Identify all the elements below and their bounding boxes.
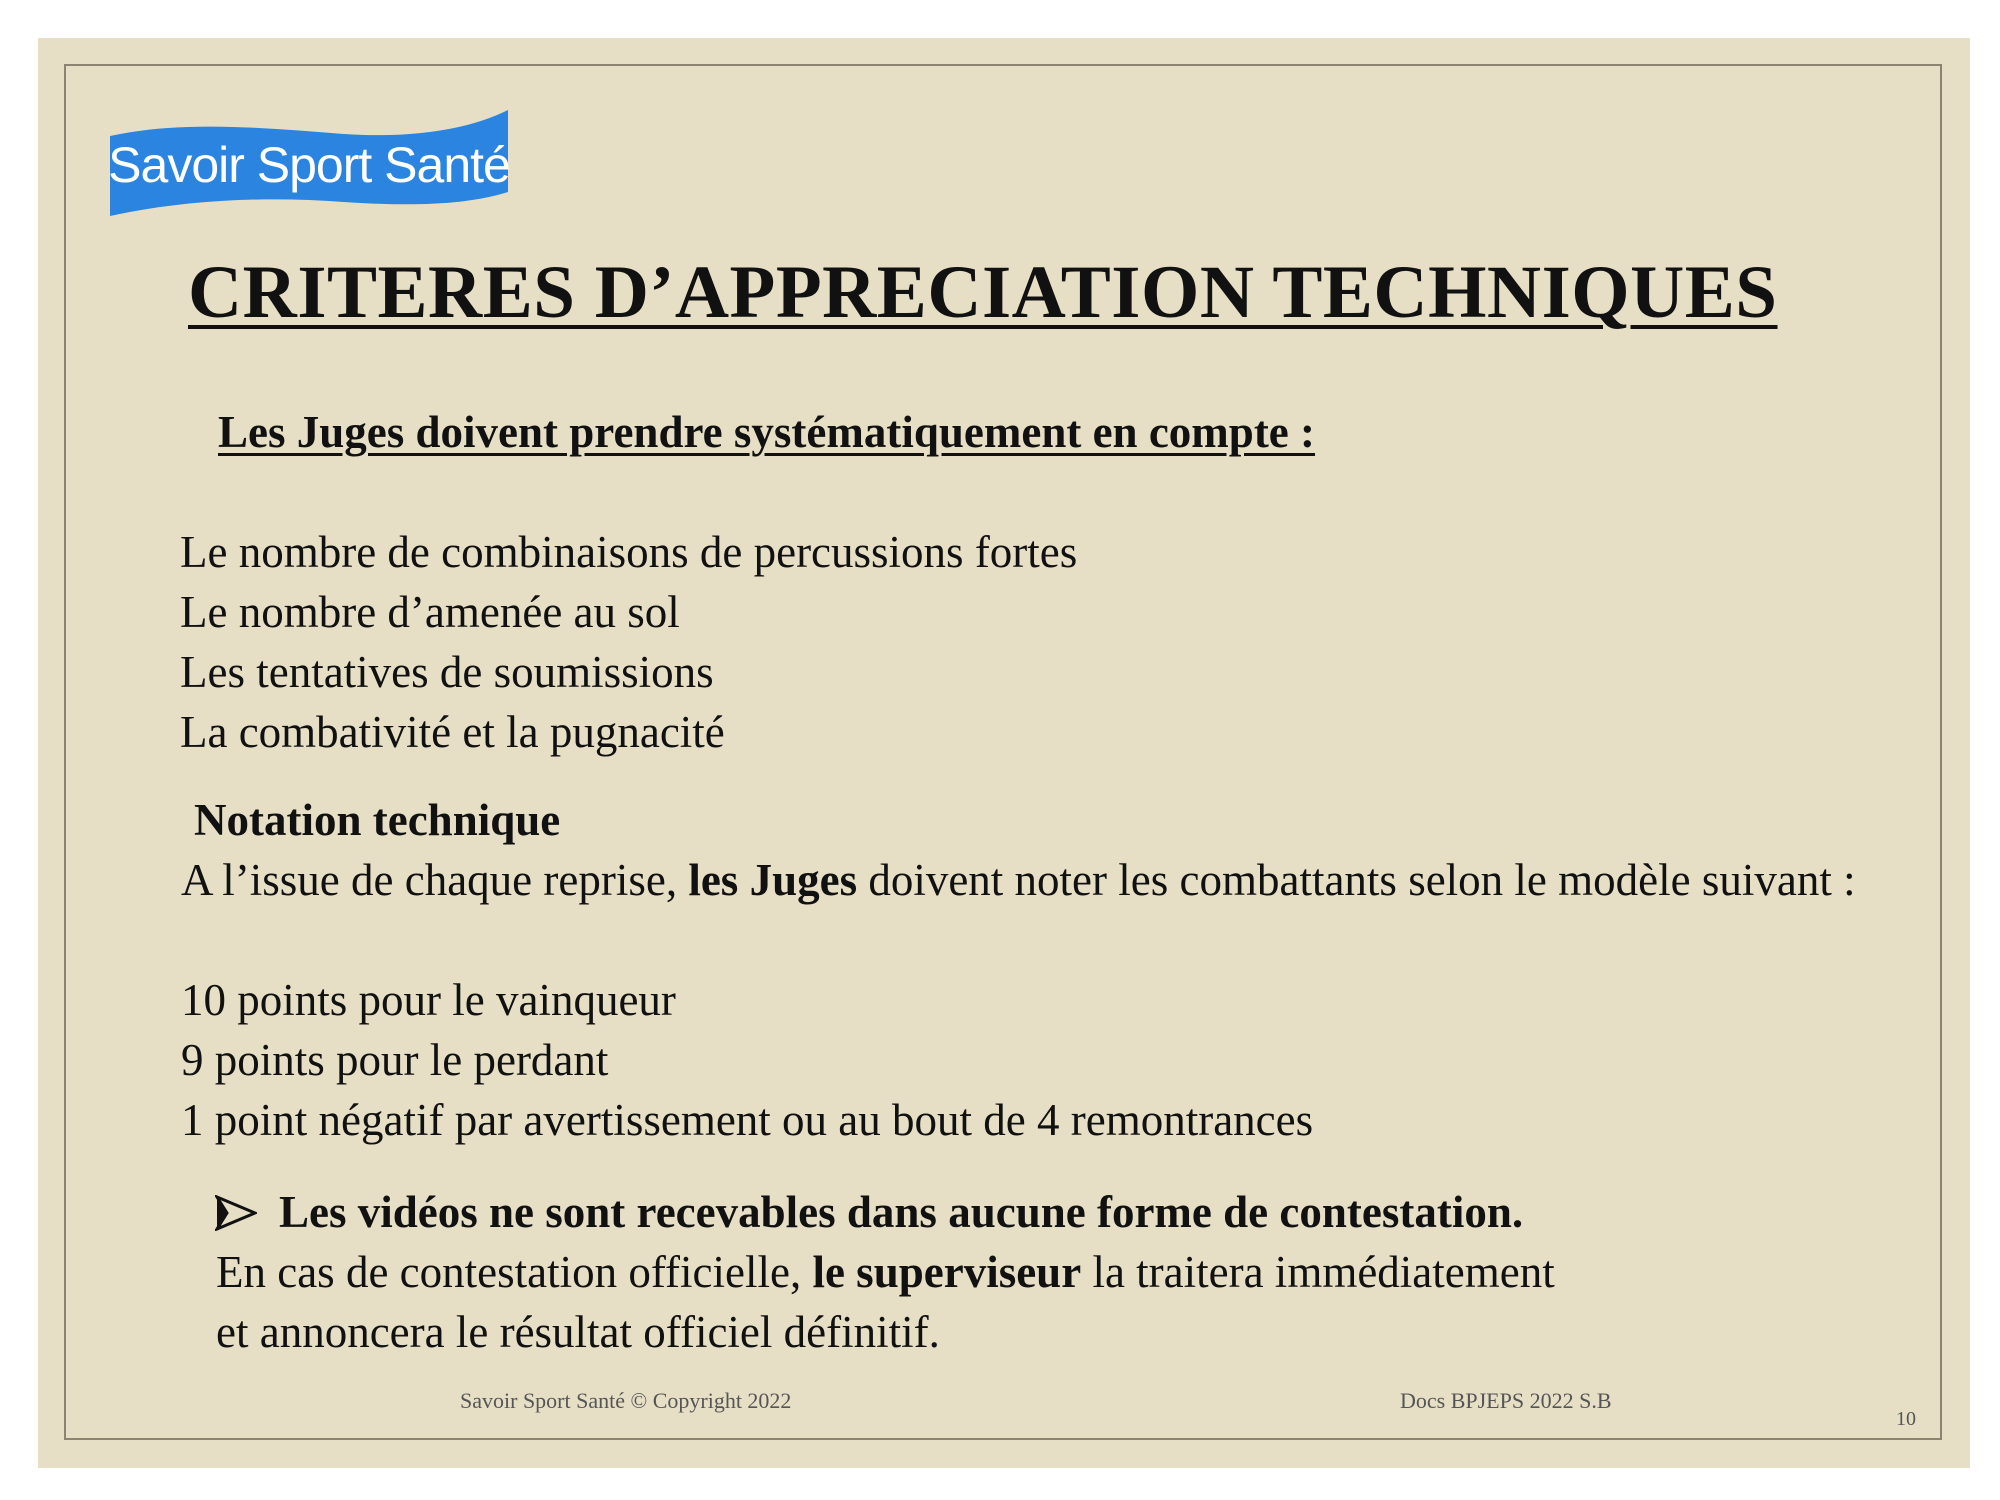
video-statement	[215, 1182, 1523, 1242]
points-item: 1 point négatif par avertissement ou au bout de 4 remontrances	[181, 1095, 1314, 1145]
page-title: CRITERES D’APPRECIATION TECHNIQUES	[188, 251, 1778, 334]
contest-line-1-before: En cas de contestation officielle,	[216, 1247, 813, 1297]
notation-intro-bold: les Juges	[688, 855, 858, 905]
footer-copyright: Savoir Sport Santé © Copyright 2022	[460, 1388, 792, 1413]
criteria-item: Le nombre d’amenée au sol	[180, 587, 680, 637]
logo-text: Savoir Sport Santé	[108, 137, 510, 193]
contest-line-1	[216, 1242, 1555, 1302]
video-statement-text: Les vidéos ne sont recevables dans aucune forme de contestation.	[279, 1187, 1524, 1237]
criteria-item: La combativité et la pugnacité	[180, 707, 725, 757]
points-list	[181, 970, 1313, 1150]
points-item: 9 points pour le perdant	[181, 1035, 609, 1085]
criteria-item: Les tentatives de soumissions	[180, 647, 714, 697]
arrow-bullet-icon	[215, 1195, 257, 1231]
contest-line-2: et annoncera le résultat officiel définitif.	[216, 1307, 940, 1357]
logo	[104, 110, 514, 220]
criteria-subtitle: Les Juges doivent prendre systématiquement en compte :	[218, 407, 1316, 457]
points-item: 10 points pour le vainqueur	[181, 975, 676, 1025]
criteria-list	[180, 522, 1077, 762]
contest-line-1-bold: le superviseur	[812, 1247, 1082, 1297]
page-number: 10	[1896, 1408, 1916, 1430]
notation-intro-before: A l’issue de chaque reprise,	[181, 855, 689, 905]
criteria-item: Le nombre de combinaisons de percussions fortes	[180, 527, 1078, 577]
notation-intro-after: doivent noter les combattants selon le modèle suivant :	[857, 855, 1856, 905]
notation-intro	[181, 850, 1941, 910]
contest-line-1-after: la traitera immédiatement	[1081, 1247, 1555, 1297]
slide	[38, 38, 1970, 1468]
footer-docs: Docs BPJEPS 2022 S.B	[1400, 1388, 1612, 1413]
notation-heading: Notation technique	[194, 795, 561, 845]
